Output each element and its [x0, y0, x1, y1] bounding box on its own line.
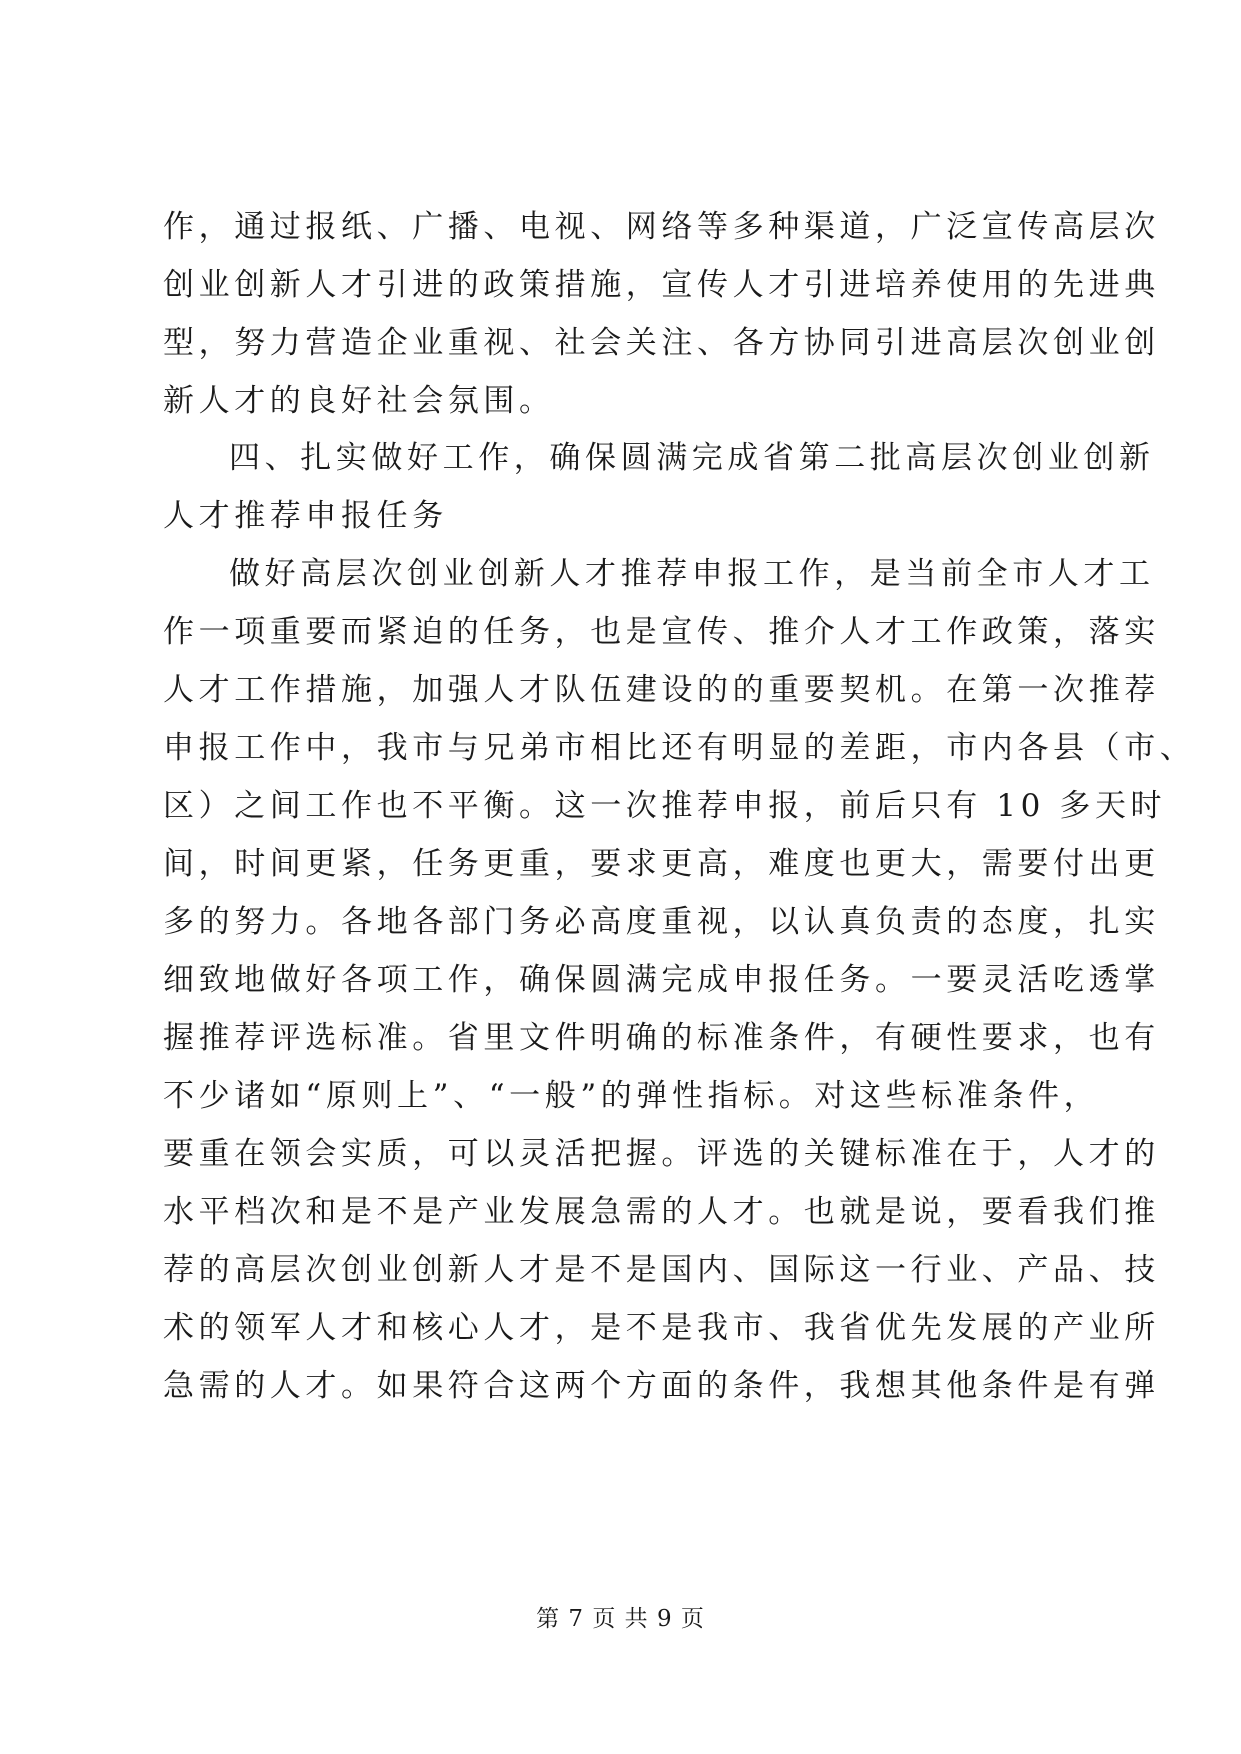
- body-text-line: 多的努力。各地各部门务必高度重视，以认真负责的态度，扎实: [163, 904, 1160, 940]
- body-text-line: 区）之间工作也不平衡。这一次推荐申报，前后只有 10 多天时: [163, 788, 1167, 824]
- body-text-line: 水平档次和是不是产业发展急需的人才。也就是说，要看我们推: [163, 1194, 1160, 1230]
- body-text-line: 做好高层次创业创新人才推荐申报工作，是当前全市人才工: [229, 556, 1155, 592]
- section-heading-line: 四、扎实做好工作，确保圆满完成省第二批高层次创业创新: [229, 440, 1155, 476]
- body-text-line: 细致地做好各项工作，确保圆满完成申报任务。一要灵活吃透掌: [163, 962, 1160, 998]
- body-text-line: 握推荐评选标准。省里文件明确的标准条件，有硬性要求，也有: [163, 1020, 1160, 1056]
- body-text-line: 不少诸如“原则上”、“一般”的弹性指标。对这些标准条件，: [163, 1078, 1100, 1114]
- body-text-line: 术的领军人才和核心人才，是不是我市、我省优先发展的产业所: [163, 1310, 1160, 1346]
- body-text-line: 荐的高层次创业创新人才是不是国内、国际这一行业、产品、技: [163, 1252, 1160, 1288]
- page-number-footer: 第 7 页 共 9 页: [536, 1606, 705, 1632]
- body-text-line: 作，通过报纸、广播、电视、网络等多种渠道，广泛宣传高层次: [163, 209, 1160, 245]
- body-text-line: 急需的人才。如果符合这两个方面的条件，我想其他条件是有弹: [163, 1368, 1160, 1404]
- body-text-line: 人才工作措施，加强人才队伍建设的的重要契机。在第一次推荐: [163, 672, 1160, 708]
- body-text-line: 新人才的良好社会氛围。: [163, 383, 555, 419]
- body-text-line: 要重在领会实质，可以灵活把握。评选的关键标准在于，人才的: [163, 1136, 1160, 1172]
- body-text-line: 作一项重要而紧迫的任务，也是宣传、推介人才工作政策，落实: [163, 614, 1160, 650]
- body-text-line: 型，努力营造企业重视、社会关注、各方协同引进高层次创业创: [163, 325, 1160, 361]
- body-text-line: 申报工作中，我市与兄弟市相比还有明显的差距，市内各县（市、: [163, 730, 1196, 766]
- body-text-line: 间，时间更紧，任务更重，要求更高，难度也更大，需要付出更: [163, 846, 1160, 882]
- section-heading-line: 人才推荐申报任务: [163, 498, 448, 534]
- body-text-line: 创业创新人才引进的政策措施，宣传人才引进培养使用的先进典: [163, 267, 1160, 303]
